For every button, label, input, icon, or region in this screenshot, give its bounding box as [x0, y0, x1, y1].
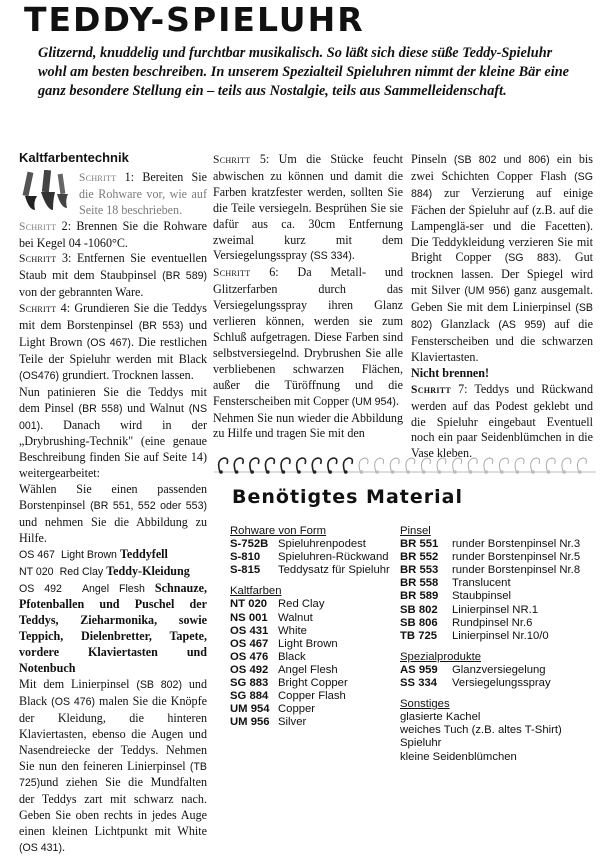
spiral-ring	[359, 458, 368, 472]
spiral-hole	[360, 470, 364, 474]
spiral-hole	[344, 470, 348, 474]
section-heading: Kaltfarbentechnik	[19, 150, 129, 165]
material-name: runder Borstenpinsel Nr.3	[452, 538, 581, 551]
material-title: Benötigtes Material	[232, 486, 463, 508]
spiral-hole	[578, 470, 582, 474]
material-name: Teddysatz für Spieluhr	[278, 564, 390, 577]
spiral-ring	[375, 458, 384, 472]
sonstiges-heading: Sonstiges	[400, 698, 450, 711]
spiral-ring	[328, 458, 337, 472]
spiral-hole	[313, 470, 317, 474]
material-code: SG 883	[230, 677, 269, 690]
material-name: Black	[278, 650, 306, 663]
spiral-ring	[250, 458, 259, 472]
spiral-ring	[234, 458, 243, 472]
spiral-hole	[547, 470, 551, 474]
material-name: Versiegelungsspray	[452, 677, 551, 690]
material-code: OS 492	[230, 663, 269, 676]
material-item	[400, 630, 595, 643]
material-item	[230, 625, 400, 638]
material-code: TB 725	[400, 629, 438, 642]
material-name: Linierpinsel NR.1	[452, 603, 539, 616]
spiral-hole	[406, 470, 410, 474]
paragraph-borstenpinsel: Wählen Sie einen passenden Borstenpinsel (BR 551, 552 oder 553) und nehmen Sie die Abbildung zu Hilfe.	[19, 482, 207, 545]
material-name: Red Clay	[278, 598, 325, 611]
spiral-binding-decoration	[214, 456, 596, 478]
color-line-2: NT 020 Red Clay Teddy-Kleidung	[19, 563, 190, 578]
color-line-3: OS 492 Angel Flesh Schnauze, Pfotenballen und Puschel der Teddys, Zieharmonika, sowie Teppich, Dielenbretter, Tapete, vordere Klaviertasten und Notenbuch	[19, 580, 207, 676]
rohware-heading: Rohware von Form	[230, 525, 327, 537]
material-code: AS 959	[400, 663, 438, 676]
material-item	[230, 664, 400, 677]
material-name: Spieluhren-Rückwand	[278, 551, 389, 564]
spiral-ring	[515, 458, 524, 472]
material-code: S-810	[230, 551, 261, 564]
material-code: BR 589	[400, 590, 439, 603]
material-code: NS 001	[230, 611, 268, 624]
spiral-hole	[516, 470, 520, 474]
material-item	[400, 617, 595, 630]
spiral-ring	[281, 458, 290, 472]
material-name: Silver	[278, 716, 307, 729]
spezialprodukte-list	[400, 664, 595, 690]
material-item	[400, 664, 595, 677]
material-code: S-815	[230, 564, 261, 577]
material-name: runder Borstenpinsel Nr.5	[452, 551, 581, 564]
spiral-hole	[375, 470, 379, 474]
spezial-heading: Spezialprodukte	[400, 650, 482, 663]
intro-text: Glitzernd, knuddelig und furchtbar musikalisch. So läßt sich diese süße Teddy-Spieluhr wohl am besten beschreiben. In unserem Spezialteil Spieluhren nimmt der kleine Bär eine ganz besondere Stellung ein – teils aus Nostalgie, teils aus Sammelleidenschaft.	[38, 45, 570, 99]
spiral-hole	[469, 470, 473, 474]
brushes-image	[19, 170, 75, 212]
spiral-ring	[531, 458, 540, 472]
material-item	[230, 651, 400, 664]
step-5: Schritt 5: Um die Stücke feucht abwischen zu können und damit die Farben kratzfester werden, sollten Sie die Teile versiegeln. Besprühen Sie sie dafür aus ca. 30cm Entfernung zweimal kurz mit dem Versiegelungsspray (SS 334).	[213, 152, 403, 263]
spiral-hole	[391, 470, 395, 474]
spiral-ring	[219, 458, 228, 472]
step-1: Schritt 1: Bereiten Sie die Rohware vor, wie auf Seite 18 beschrieben.	[79, 169, 207, 217]
paragraph-patina: Nun patinieren Sie die Teddys mit dem Pinsel (BR 558) und Walnut (NS 001). Danach wird in der „Drybrushing-Technik" (eine genaue Beschreibung finden Sie auf Seite 14) weitergearbeitet:	[19, 384, 208, 481]
material-code: SB 802	[400, 603, 438, 616]
material-item	[400, 677, 595, 690]
spiral-ring	[546, 458, 555, 472]
material-code: BR 552	[400, 551, 439, 564]
step-4: Schritt 4: Grundieren Sie die Teddys mit dem Borstenpinsel (BR 553) und Light Brown (OS 467). Die restlichen Teile der Spieluhr werden mit Black (OS476) grundiert. Trocknen lassen.	[19, 301, 208, 382]
material-name: Walnut	[278, 611, 313, 624]
spiral-ring	[453, 458, 462, 472]
spiral-hole	[266, 470, 270, 474]
rohware-list	[230, 538, 400, 577]
material-column-left	[230, 525, 400, 729]
material-code: UM 954	[230, 703, 270, 716]
step-2: Schritt 2: Brennen Sie die Rohware bei Kegel 04 -1060°C.	[19, 218, 207, 250]
spiral-ring	[421, 458, 430, 472]
material-item	[230, 638, 400, 651]
spiral-ring	[265, 458, 274, 472]
material-item	[230, 612, 400, 625]
material-code: SS 334	[400, 677, 438, 690]
column-3	[411, 152, 593, 462]
material-code: OS 476	[230, 650, 269, 663]
material-item	[230, 690, 400, 703]
material-code: OS 431	[230, 624, 269, 637]
spiral-hole	[297, 470, 301, 474]
material-name: Rundpinsel Nr.6	[452, 616, 533, 629]
material-code: NT 020	[230, 598, 268, 611]
material-item: glasierte Kachel	[400, 711, 481, 724]
material-name: Translucent	[452, 577, 511, 590]
material-code: SG 884	[230, 690, 269, 703]
material-item	[400, 590, 595, 603]
material-item: weiches Tuch (z.B. altes T-Shirt)	[400, 724, 562, 737]
spiral-hole	[219, 470, 223, 474]
spiral-ring	[343, 458, 352, 472]
spiral-ring	[297, 458, 306, 472]
material-item	[400, 564, 595, 577]
column-1	[19, 150, 207, 857]
sonstiges-list	[400, 711, 595, 763]
spiral-hole	[282, 470, 286, 474]
spiral-hole	[453, 470, 457, 474]
material-column-right	[400, 525, 595, 764]
material-name: White	[278, 624, 307, 637]
color-line-1: OS 467 Light Brown Teddyfell	[19, 546, 168, 561]
material-item	[230, 538, 400, 551]
material-name: Linierpinsel Nr.10/0	[452, 629, 549, 642]
warning-no-firing: Nicht brennen!	[411, 365, 490, 380]
material-code: SB 806	[400, 616, 438, 629]
material-code: BR 551	[400, 538, 439, 551]
material-item	[230, 677, 400, 690]
material-name: Copper	[278, 703, 316, 716]
material-name: Angel Flesh	[278, 663, 338, 676]
material-code: BR 553	[400, 564, 439, 577]
material-item	[230, 716, 400, 729]
spiral-hole	[438, 470, 442, 474]
spiral-ring	[499, 458, 508, 472]
step-3: Schritt 3: Entfernen Sie eventuellen Staub mit dem Staubpinsel (BR 589) von der gebrannten Ware.	[19, 251, 207, 300]
material-name: Bright Copper	[278, 677, 348, 690]
spiral-ring	[484, 458, 493, 472]
material-item	[400, 538, 595, 551]
spiral-ring	[437, 458, 446, 472]
material-name: Staubpinsel	[452, 590, 512, 603]
spiral-hole	[328, 470, 332, 474]
column-2	[213, 152, 403, 442]
material-item	[230, 564, 400, 577]
material-name: Copper Flash	[278, 690, 346, 703]
step-7: Schritt 7: Teddys und Rückwand werden auf das Podest geklebt und die Spieluhr eingebaut Eventuell noch ein paar Seidenblümchen in die Vase kleben.	[411, 381, 593, 461]
page-title: TEDDY-SPIELUHR	[24, 0, 365, 39]
step-6: Schritt 6: Da Metall- und Glitzerfarben durch das Versiegelungsspray ihren Glanz verlieren können, werden sie zum Schluß aufgetragen. Diese Farben sind selbstversiegelnd. Drybrushen Sie alle verbliebenen schwarzen Flächen, außer die Türöffnung und die Fensterscheiben mit Copper (UM 954).	[213, 265, 403, 408]
material-item: Spieluhr	[400, 737, 442, 750]
material-name: Glanzversiegelung	[452, 663, 546, 676]
kaltfarben-heading: Kaltfarben	[230, 585, 282, 598]
spiral-ring	[562, 458, 571, 472]
material-item	[400, 577, 595, 590]
spiral-ring	[577, 458, 586, 472]
pinsel-heading: Pinsel	[400, 525, 431, 537]
material-name: Spieluhrenpodest	[278, 538, 366, 551]
material-item	[400, 604, 595, 617]
material-item	[400, 551, 595, 564]
spiral-hole	[250, 470, 254, 474]
spiral-hole	[422, 470, 426, 474]
material-name: runder Borstenpinsel Nr.8	[452, 564, 581, 577]
material-name: Light Brown	[278, 637, 338, 650]
material-code: OS 467	[230, 637, 269, 650]
spiral-hole	[235, 470, 239, 474]
spiral-hole	[531, 470, 535, 474]
spiral-ring	[406, 458, 415, 472]
kaltfarben-list	[230, 598, 400, 729]
spiral-ring	[468, 458, 477, 472]
spiral-hole	[562, 470, 566, 474]
spiral-hole	[500, 470, 504, 474]
spiral-ring	[390, 458, 399, 472]
pinsel-list	[400, 538, 595, 643]
material-code: BR 558	[400, 577, 439, 590]
material-item	[230, 551, 400, 564]
material-code: S-752B	[230, 538, 269, 551]
paragraph-abbildung: Nehmen Sie nun wieder die Abbildung zu Hilfe und tragen Sie mit den	[213, 410, 403, 441]
spiral-ring	[312, 458, 321, 472]
paragraph-linierpinsel: Mit dem Linierpinsel (SB 802) und Black (OS 476) malen Sie die Knöpfe der Kleidung, die hinteren Klaviertasten, ebenso die Augen und Nasendreiecke der Teddys. Nehmen Sie nun den feineren Linierpinsel (TB 725)und ziehen Sie die Mundfalten der Teddys zart mit schwarz nach. Geben Sie oben rechts in jedes Auge einen kleinen Lichtpunkt mit White (OS 431).	[19, 677, 207, 855]
spiral-hole	[484, 470, 488, 474]
material-item: kleine Seidenblümchen	[400, 750, 517, 763]
material-code: UM 956	[230, 716, 270, 729]
paragraph-copper-flash: Pinseln (SB 802 und 806) ein bis zwei Schichten Copper Flash (SG 884) zur Verzierung auf einige Fächen der Spieluhr auf (z.B. auf die Lampenglä-ser und die Facetten). Die Teddykleidung verzieren Sie mit Bright Copper (SG 883). Gut trocknen lassen. Der Spiegel wird mit Silver (UM 956) ganz ausgemalt. Geben Sie mit dem Linierpinsel (SB 802) Glanzlack (AS 959) auf die Fensterscheiben und die schwarzen Klaviertasten.	[411, 152, 594, 364]
material-item	[230, 703, 400, 716]
material-item	[230, 598, 400, 611]
